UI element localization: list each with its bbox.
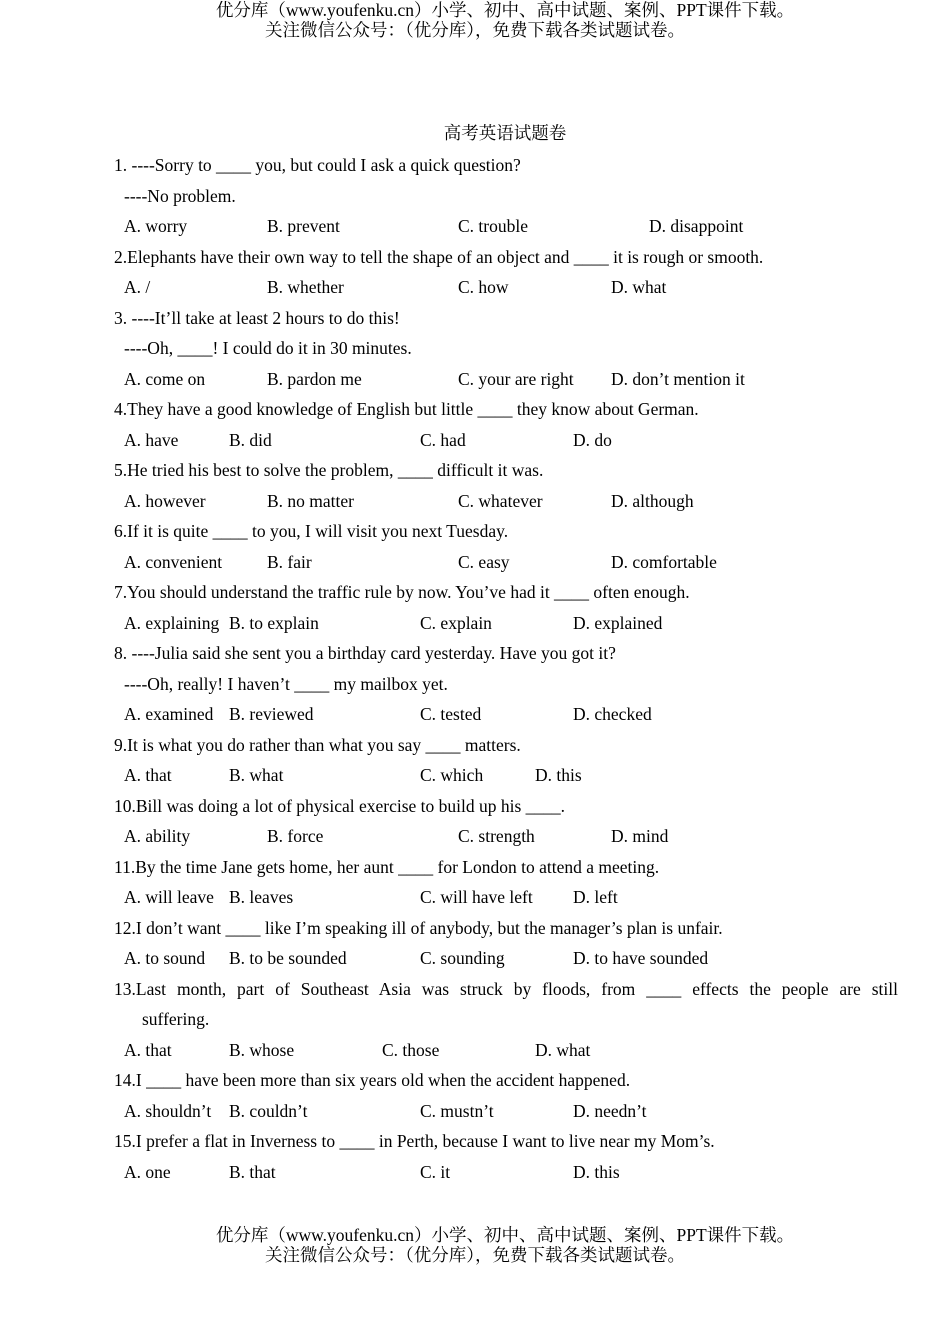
option-a: A. convenient [124, 551, 223, 572]
option-b: B. whether [267, 277, 344, 297]
option-b: B. that [229, 1161, 276, 1182]
option-c: C. tested [420, 704, 482, 724]
question-13 [114, 974, 898, 1066]
option-c: C. which [420, 765, 484, 785]
question-stem: 15.I prefer a flat in Inverness to ____ in Perth, because I want to live near my Mom’s. [114, 1131, 715, 1151]
question-stem: 8. ----Julia said she sent you a birthday card yesterday. Have you got it? [114, 643, 616, 663]
question-14 [114, 1065, 898, 1126]
option-c: C. sounding [420, 948, 505, 968]
document-title: 高考英语试题卷 [443, 123, 567, 143]
option-d: D. although [611, 490, 694, 511]
option-a: A. explaining [124, 612, 220, 633]
answer-options [114, 547, 898, 578]
option-c: C. explain [420, 612, 492, 633]
option-d: D. do [573, 429, 612, 450]
option-c: C. easy [458, 551, 510, 572]
option-a: A. examined [124, 704, 214, 724]
option-b: B. force [267, 826, 324, 846]
option-d: D. to have sounded [573, 948, 709, 968]
question-line: ----Oh, ____! I could do it in 30 minutes. [124, 338, 412, 358]
question-line: suffering. [142, 1009, 210, 1029]
option-b: B. couldn’t [229, 1100, 308, 1121]
option-a: A. that [124, 765, 172, 785]
question-stem: 14.I ____ have been more than six years old when the accident happened. [114, 1070, 631, 1090]
option-a: A. / [124, 277, 151, 297]
answer-options [114, 821, 898, 852]
question-3 [114, 303, 898, 395]
answer-options [114, 1035, 898, 1066]
answer-options [114, 272, 898, 303]
option-a: A. however [124, 490, 206, 511]
question-stem: 12.I don’t want ____ like I’m speaking ill of anybody, but the manager’s plan is unfair. [114, 917, 723, 938]
question-5 [114, 455, 898, 516]
question-6 [114, 516, 898, 577]
question-stem: 1. ----Sorry to ____ you, but could I ask a quick question? [114, 155, 521, 175]
option-b: B. what [229, 765, 284, 785]
answer-options [114, 1157, 898, 1188]
option-b: B. no matter [267, 490, 354, 511]
question-stem: 3. ----It’ll take at least 2 hours to do this! [114, 307, 400, 328]
question-stem: 4.They have a good knowledge of English but little ____ they know about German. [114, 399, 699, 419]
option-a: A. that [124, 1039, 172, 1060]
option-a: A. worry [124, 216, 188, 236]
option-d: D. mind [611, 826, 669, 846]
option-d: D. explained [573, 612, 663, 633]
option-c: C. how [458, 277, 509, 297]
option-b: B. prevent [267, 216, 340, 236]
option-c: C. it [420, 1161, 451, 1182]
option-b: B. did [229, 429, 272, 450]
page-header [0, 0, 950, 40]
question-8 [114, 638, 898, 730]
option-a: A. come on [124, 368, 206, 389]
option-c: C. whatever [458, 490, 543, 511]
question-1 [114, 150, 898, 242]
option-b: B. to be sounded [229, 948, 347, 968]
option-d: D. comfortable [611, 551, 717, 572]
question-stem: 6.If it is quite ____ to you, I will visit you next Tuesday. [114, 521, 509, 541]
option-a: A. have [124, 429, 179, 450]
option-b: B. pardon me [267, 368, 362, 389]
page-footer [0, 1225, 950, 1265]
answer-options [114, 425, 898, 456]
question-stem: 5.He tried his best to solve the problem, ____ difficult it was. [114, 460, 544, 480]
question-15 [114, 1126, 898, 1187]
question-11 [114, 852, 898, 913]
question-12 [114, 913, 898, 974]
question-7 [114, 577, 898, 638]
question-line: ----Oh, really! I haven’t ____ my mailbox yet. [124, 673, 448, 694]
header-line-1: 优分库（www.youfenku.cn）小学、初中、高中试题、案例、PPT课件下载。 [215, 0, 795, 20]
option-a: A. one [124, 1161, 171, 1182]
question-4 [114, 394, 898, 455]
option-b: B. whose [229, 1039, 295, 1060]
header-line-2: 关注微信公众号：（优分库），免费下载各类试题试卷。 [265, 20, 685, 40]
footer-line-1: 优分库（www.youfenku.cn）小学、初中、高中试题、案例、PPT课件下载。 [215, 1225, 795, 1245]
question-stem: 10.Bill was doing a lot of physical exercise to build up his ____. [114, 795, 566, 816]
option-c: C. your are right [458, 368, 574, 389]
answer-options [114, 882, 898, 913]
question-line: ----No problem. [124, 185, 236, 206]
question-2 [114, 242, 898, 303]
option-c: C. will have left [420, 887, 533, 907]
option-c: C. trouble [458, 216, 528, 236]
option-d: D. what [611, 277, 667, 297]
option-d: D. checked [573, 704, 652, 724]
question-stem: 7.You should understand the traffic rule by now. You’ve had it ____ often enough. [114, 582, 690, 602]
answer-options [114, 364, 898, 395]
option-b: B. leaves [229, 887, 294, 907]
option-c: C. strength [458, 826, 535, 846]
question-list [114, 150, 898, 1187]
question-stem: 2.Elephants have their own way to tell the shape of an object and ____ it is rough or smooth. [114, 246, 764, 267]
option-d: D. left [573, 887, 618, 907]
answer-options [114, 943, 898, 974]
option-d: D. what [535, 1039, 591, 1060]
answer-options [114, 608, 898, 639]
option-d: D. this [573, 1161, 620, 1182]
option-b: B. to explain [229, 612, 319, 633]
option-d: D. don’t mention it [611, 368, 745, 389]
answer-options [114, 211, 898, 242]
option-c: C. those [382, 1039, 440, 1060]
answer-options [114, 486, 898, 517]
option-a: A. to sound [124, 948, 206, 968]
question-stem: 13.Last month, part of Southeast Asia was struck by floods, from ____ effects the people are still [114, 978, 898, 999]
answer-options [114, 760, 898, 791]
answer-options [114, 699, 898, 730]
footer-line-2: 关注微信公众号：（优分库），免费下载各类试题试卷。 [265, 1245, 685, 1265]
option-d: D. this [535, 765, 582, 785]
question-stem: 9.It is what you do rather than what you say ____ matters. [114, 734, 521, 755]
option-d: D. needn’t [573, 1100, 647, 1121]
option-a: A. shouldn’t [124, 1100, 212, 1121]
option-a: A. ability [124, 826, 191, 846]
option-b: B. reviewed [229, 704, 314, 724]
option-d: D. disappoint [649, 216, 744, 236]
option-c: C. mustn’t [420, 1100, 494, 1121]
answer-options [114, 1096, 898, 1127]
option-c: C. had [420, 429, 466, 450]
option-b: B. fair [267, 551, 312, 572]
question-9 [114, 730, 898, 791]
option-a: A. will leave [124, 887, 214, 907]
question-10 [114, 791, 898, 852]
question-stem: 11.By the time Jane gets home, her aunt ____ for London to attend a meeting. [114, 856, 660, 877]
